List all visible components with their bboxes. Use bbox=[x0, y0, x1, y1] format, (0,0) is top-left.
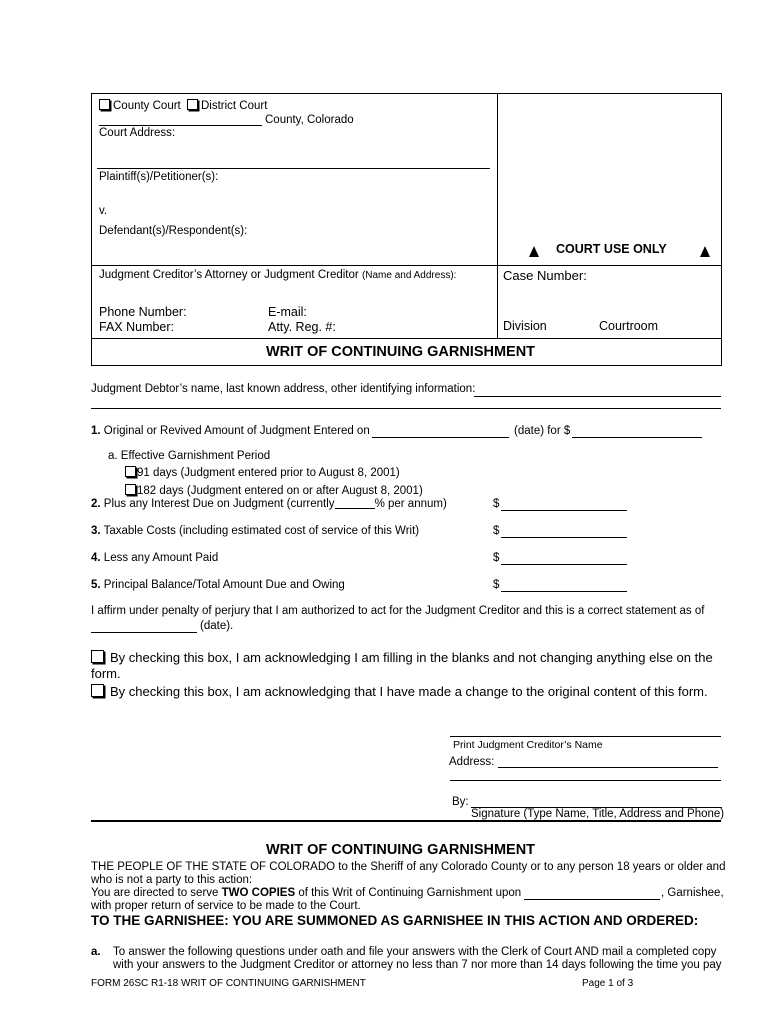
garnishee-summons: TO THE GARNISHEE: YOU ARE SUMMONED AS GARNISHEE IN THIS ACTION AND ORDERED: bbox=[91, 913, 699, 928]
affirm-date-label: (date). bbox=[200, 620, 234, 632]
item-4-dollar: $ bbox=[493, 552, 500, 564]
attorney-label-note: (Name and Address): bbox=[361, 270, 457, 281]
item-4 bbox=[91, 552, 218, 564]
by-label: By: bbox=[452, 796, 469, 808]
district-court-label: District Court bbox=[200, 100, 268, 112]
item-3-text: Taxable Costs (including estimated cost of service of this Writ) bbox=[103, 525, 420, 537]
garnishment-period-label: a. Effective Garnishment Period bbox=[108, 450, 271, 462]
item-1-date-label: (date) for $ bbox=[514, 425, 571, 437]
item-2-amount-field[interactable] bbox=[501, 510, 627, 511]
item-4-amount-field[interactable] bbox=[501, 564, 627, 565]
footer-form-id: FORM 26SC R1-18 WRIT OF CONTINUING GARNISHMENT bbox=[91, 978, 366, 989]
case-number-label: Case Number: bbox=[503, 268, 587, 283]
no-change-text: By checking this box, I am acknowledging I am filling in the blanks and not changing anything else on the bbox=[110, 650, 713, 665]
caption-row-divider bbox=[91, 265, 721, 266]
item-3-amount-field[interactable] bbox=[501, 537, 627, 538]
court-address-field[interactable] bbox=[97, 168, 490, 169]
defendant-label: Defendant(s)/Respondent(s): bbox=[99, 225, 248, 237]
print-name-field[interactable] bbox=[450, 736, 721, 737]
period-91-label: 91 days (Judgment entered prior to August 8, 2001) bbox=[137, 467, 400, 479]
period-91-option bbox=[125, 466, 400, 479]
affirm-date-field[interactable] bbox=[91, 632, 197, 633]
item-3-number: 3. bbox=[91, 525, 101, 537]
item-4-text: Less any Amount Paid bbox=[103, 552, 219, 564]
county-name-field[interactable] bbox=[99, 125, 262, 126]
no-change-text-cont: form. bbox=[91, 666, 121, 681]
no-change-checkbox[interactable] bbox=[91, 650, 104, 663]
debtor-info-field-1[interactable] bbox=[474, 396, 721, 397]
court-use-only: COURT USE ONLY bbox=[556, 242, 667, 256]
county-court-checkbox[interactable] bbox=[99, 99, 110, 110]
change-checkbox[interactable] bbox=[91, 684, 104, 697]
writ-serve-line bbox=[91, 887, 521, 899]
court-type-options bbox=[99, 99, 267, 112]
writ-serve-line-2: with proper return of service to be made to the Court. bbox=[91, 900, 361, 912]
writ-two-copies: TWO COPIES bbox=[221, 887, 296, 899]
item-3 bbox=[91, 525, 419, 537]
signature-address-field-1[interactable] bbox=[498, 767, 718, 768]
item-5 bbox=[91, 579, 345, 591]
item-2-number: 2. bbox=[91, 498, 101, 510]
debtor-info-label: Judgment Debtor’s name, last known address, other identifying information: bbox=[91, 383, 476, 395]
item-3-dollar: $ bbox=[493, 525, 500, 537]
attorney-label-text: Judgment Creditor’s Attorney or Judgment Creditor bbox=[99, 269, 359, 281]
change-text: By checking this box, I am acknowledging that I have made a change to the original content of this form. bbox=[110, 684, 708, 699]
courtroom-label: Courtroom bbox=[599, 319, 659, 333]
interest-rate-field[interactable] bbox=[335, 508, 375, 509]
garnishee-name-field[interactable] bbox=[524, 899, 660, 900]
writ-serve-text-a: You are directed to serve bbox=[91, 887, 219, 899]
fax-label: FAX Number: bbox=[99, 320, 175, 334]
change-ack bbox=[91, 684, 708, 699]
item-2-text-a: Plus any Interest Due on Judgment (currently bbox=[103, 498, 335, 510]
writ-people-line-2: who is not a party to this action: bbox=[91, 874, 253, 886]
print-name-label: Print Judgment Creditor’s Name bbox=[453, 739, 603, 751]
no-change-ack bbox=[91, 650, 713, 665]
item-1-text: Original or Revived Amount of Judgment Entered on bbox=[103, 425, 370, 437]
court-use-right-triangle bbox=[700, 246, 710, 257]
signature-address-label: Address: bbox=[449, 756, 495, 768]
item-2-text-b: % per annum) bbox=[374, 498, 447, 510]
footer-page-number: Page 1 of 3 bbox=[582, 978, 634, 989]
email-label: E-mail: bbox=[268, 305, 307, 319]
division-label: Division bbox=[503, 319, 547, 333]
form-title: WRIT OF CONTINUING GARNISHMENT bbox=[266, 344, 536, 360]
item-2-dollar: $ bbox=[493, 498, 500, 510]
caption-box-right bbox=[721, 93, 722, 366]
item-5-dollar: $ bbox=[493, 579, 500, 591]
writ-people-line-1: THE PEOPLE OF THE STATE OF COLORADO to the Sheriff of any Colorado County or to any person 18 years or older and bbox=[91, 861, 726, 873]
writ-serve-text-c: , Garnishee, bbox=[661, 887, 724, 899]
signature-address-field-2[interactable] bbox=[450, 780, 721, 781]
period-182-checkbox[interactable] bbox=[125, 484, 136, 495]
writ-serve-text-b: of this Writ of Continuing Garnishment upon bbox=[298, 887, 522, 899]
caption-title-divider bbox=[91, 338, 721, 339]
writ-item-a-label: a. bbox=[91, 946, 101, 958]
item-1-number: 1. bbox=[91, 425, 101, 437]
county-suffix: County, Colorado bbox=[265, 114, 354, 126]
attorney-label bbox=[99, 269, 456, 281]
writ-item-a-line-2: with your answers to the Judgment Creditor or attorney no less than 7 nor more than 14 days following the time you pay bbox=[113, 959, 722, 971]
district-court-checkbox[interactable] bbox=[187, 99, 198, 110]
signature-caption: Signature (Type Name, Title, Address and Phone) bbox=[471, 808, 725, 820]
item-2 bbox=[91, 498, 447, 510]
section-divider bbox=[91, 820, 721, 822]
plaintiff-label: Plaintiff(s)/Petitioner(s): bbox=[99, 171, 219, 183]
item-1 bbox=[91, 425, 370, 437]
period-182-option bbox=[125, 484, 423, 497]
debtor-info-field-2[interactable] bbox=[91, 408, 721, 409]
versus-label: v. bbox=[99, 205, 108, 217]
court-address-label: Court Address: bbox=[99, 127, 176, 139]
county-court-label: County Court bbox=[113, 100, 181, 112]
period-182-label: 182 days (Judgment entered on or after August 8, 2001) bbox=[137, 485, 423, 497]
item-5-text: Principal Balance/Total Amount Due and Owing bbox=[103, 579, 345, 591]
item-5-number: 5. bbox=[91, 579, 101, 591]
court-use-left-triangle bbox=[529, 246, 539, 257]
caption-box-bottom bbox=[91, 365, 721, 366]
caption-box-top bbox=[91, 93, 721, 94]
item-1-amount-field[interactable] bbox=[572, 437, 702, 438]
affirm-text: I affirm under penalty of perjury that I am authorized to act for the Judgment Creditor and this is a correct statement as of bbox=[91, 605, 705, 617]
period-91-checkbox[interactable] bbox=[125, 466, 136, 477]
caption-box-left bbox=[91, 93, 92, 366]
writ-item-a-line-1: To answer the following questions under oath and file your answers with the Clerk of Court AND mail a completed copy bbox=[113, 946, 717, 958]
item-4-number: 4. bbox=[91, 552, 101, 564]
phone-label: Phone Number: bbox=[99, 305, 187, 319]
writ-title: WRIT OF CONTINUING GARNISHMENT bbox=[266, 842, 536, 858]
item-1-date-field[interactable] bbox=[372, 437, 509, 438]
atty-reg-label: Atty. Reg. #: bbox=[268, 320, 336, 334]
caption-box-divider bbox=[497, 93, 498, 339]
item-5-amount-field[interactable] bbox=[501, 591, 627, 592]
